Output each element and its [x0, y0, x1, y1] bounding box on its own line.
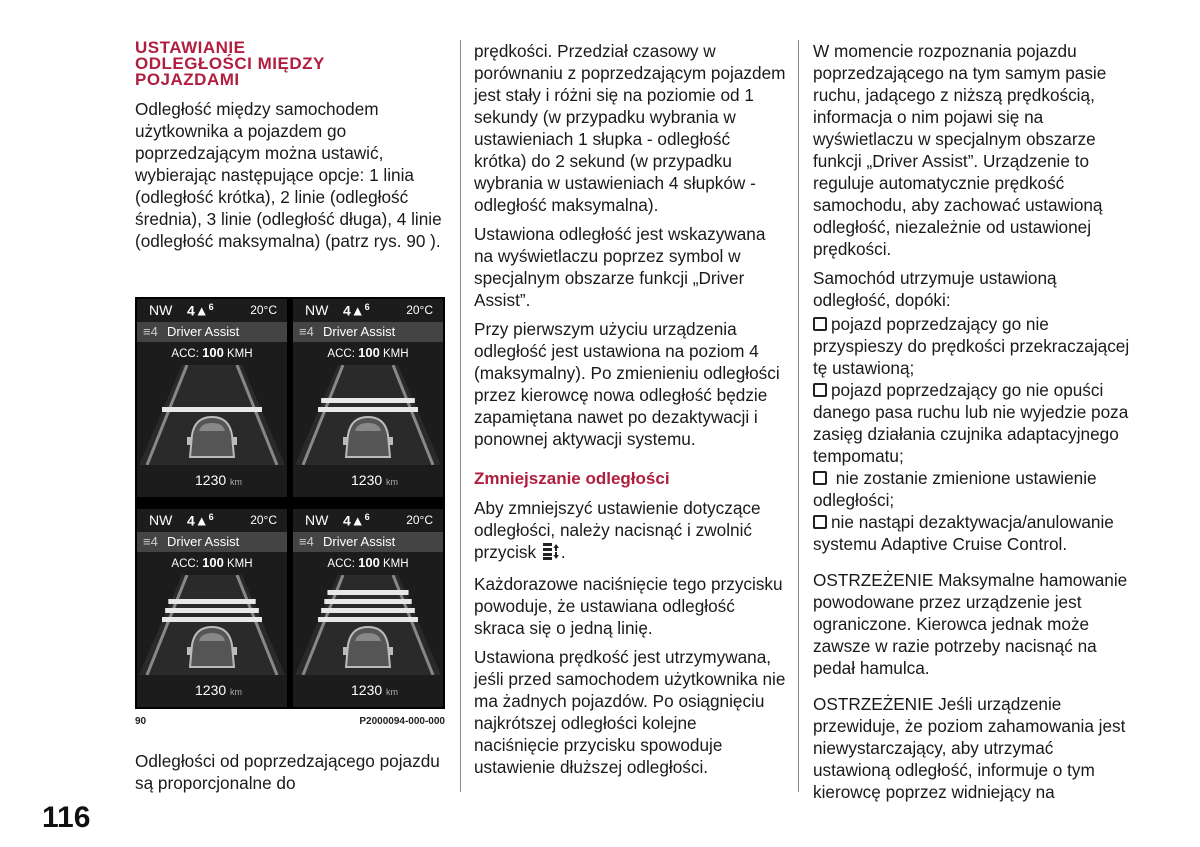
- dashboard-panel-4-bars: [293, 509, 443, 707]
- paragraph: Samochód utrzymuje ustawioną odległość, dopóki:: [813, 268, 1057, 310]
- paragraph: Każdorazowe naciśnięcie tego przycisku powoduje, że ustawiana odległość skraca się o jedną linię.: [474, 574, 783, 638]
- section-heading-line-3: POJAZDAMI: [135, 70, 240, 89]
- column-1: [135, 40, 455, 259]
- status-bar: [293, 299, 443, 321]
- temperature: 20°C: [406, 513, 433, 527]
- odometer-value: 1230: [195, 472, 227, 488]
- subheading: Zmniejszanie odległości: [474, 469, 670, 488]
- distance-bar: [318, 617, 418, 622]
- bullet-text: pojazd poprzedzający go nie przyspieszy do prędkości przekraczającej tę ustawioną;: [813, 314, 1130, 378]
- paragraph: Odległość między samochodem użytkownika a pojazdem go poprzedzającym można ustawić, wybierając następujące opcje: 1 linia (odległość krótka), 2 linie (odległość średnia), 3 linie (odległość długa), 4 linie (odległość maksymalna) (patrz rys. 90 ).: [135, 99, 442, 251]
- signal-value: 4: [187, 302, 195, 319]
- acc-speed-unit: KMH: [227, 348, 253, 360]
- distance-level-value: 4: [306, 324, 314, 339]
- driver-assist-label: Driver Assist: [323, 324, 396, 339]
- dashboard-panel-3-bars: [137, 509, 287, 707]
- acc-speed: [137, 345, 287, 360]
- driver-assist-bar: [137, 532, 287, 552]
- odometer-unit: km: [230, 687, 243, 697]
- compass-heading: NW: [149, 512, 173, 528]
- column-1-continuation: [135, 750, 455, 801]
- status-bar: [137, 509, 287, 531]
- road-graphic: [293, 365, 443, 465]
- figure-caption: [135, 716, 445, 727]
- status-bar: [293, 509, 443, 531]
- bullet-text: pojazd poprzedzający go nie opuści danego pasa ruchu lub nie wyjedzie poza zasięg działania czujnika adaptacyjnego tempomatu;: [813, 380, 1129, 466]
- odometer: [351, 472, 398, 488]
- paragraph-with-button-icon: [474, 497, 786, 566]
- acc-speed: [137, 555, 287, 570]
- odometer: [195, 472, 242, 488]
- column-2: [474, 40, 786, 785]
- distance-level-value: 4: [306, 534, 314, 549]
- distance-level-value: 4: [150, 534, 158, 549]
- signal-value: 4: [187, 512, 195, 529]
- paragraph: W momencie rozpoznania pojazdu poprzedzającego na tym samym pasie ruchu, jadącego z niższą prędkością, informacja o nim pojawi się na wyświetlaczu w specjalnym obszarze funkcji „Driver Assist”. Urządzenie to reguluje automatycznie prędkość samochodu, aby zachować ustawioną odległość, niezależnie od ustawionej prędkości.: [813, 41, 1107, 259]
- signal-indicator: 4▲$^6$: [187, 512, 214, 529]
- bullet-text: nie nastąpi dezaktywacja/anulowanie systemu Adaptive Cruise Control.: [813, 512, 1114, 554]
- driver-assist-bar: [293, 322, 443, 342]
- bullet-item: [813, 379, 1135, 467]
- signal-sup: 6: [208, 302, 214, 312]
- acc-speed-unit: KMH: [383, 558, 409, 570]
- acc-speed-unit: KMH: [383, 348, 409, 360]
- dashboard-panel-2-bars: [293, 299, 443, 497]
- section-heading-line-2: ODLEGŁOŚCI MIĘDZY: [135, 54, 325, 73]
- temperature: 20°C: [250, 513, 277, 527]
- dashboard-panel-1-bar: [137, 299, 287, 497]
- driver-assist-label: Driver Assist: [323, 534, 396, 549]
- bullet-item: [813, 511, 1135, 555]
- distance-level-value: 4: [150, 324, 158, 339]
- acc-speed-value: 100: [358, 555, 380, 570]
- acc-speed-value: 100: [202, 345, 224, 360]
- distance-bar: [321, 608, 415, 613]
- distance-bar: [324, 599, 411, 604]
- temperature: 20°C: [250, 303, 277, 317]
- distance-bars: [162, 599, 262, 622]
- signal-sup: 6: [364, 512, 370, 522]
- distance-bar: [327, 590, 408, 595]
- compass-heading: NW: [305, 512, 329, 528]
- distance-bars: [162, 407, 262, 412]
- signal-sup: 6: [364, 302, 370, 312]
- distance-bar: [168, 599, 255, 604]
- distance-level: ≡4: [299, 324, 314, 339]
- paragraph-text: Aby zmniejszyć ustawienie dotyczące odległości, należy nacisnąć i zwolnić przycisk: [474, 498, 761, 563]
- paragraph: Ustawiona prędkość jest utrzymywana, jeśli przed samochodem użytkownika nie ma żadnych pojazdów. Po osiągnięciu najkrótszej odległości kolejne naciśnięcie przycisku spowoduje ustawienie dłuższej odległości.: [474, 647, 786, 777]
- side-chapter-title: [48, 40, 108, 360]
- checkbox-bullet-icon: [813, 471, 827, 485]
- signal-value: 4: [343, 302, 351, 319]
- acc-speed-unit: KMH: [227, 558, 253, 570]
- signal-indicator: 4▲$^6$: [187, 302, 214, 319]
- odometer: [195, 682, 242, 698]
- figure-number: 90: [135, 716, 147, 727]
- paragraph: Odległości od poprzedzającego pojazdu są proporcjonalne do: [135, 751, 440, 793]
- checkbox-bullet-icon: [813, 515, 827, 529]
- figure-code: P2000094-000-000: [359, 716, 445, 727]
- road-graphic: [137, 365, 287, 465]
- road-graphic: [137, 575, 287, 675]
- odometer: [351, 682, 398, 698]
- acc-speed: [293, 345, 443, 360]
- driver-assist-bar: [137, 322, 287, 342]
- signal-value: 4: [343, 512, 351, 529]
- driver-assist-label: Driver Assist: [167, 324, 240, 339]
- signal-indicator: 4▲$^6$: [343, 302, 370, 319]
- odometer-unit: km: [230, 477, 243, 487]
- acc-label: ACC:: [171, 348, 199, 360]
- acc-speed-value: 100: [358, 345, 380, 360]
- bullet-item: [813, 313, 1135, 379]
- distance-level: ≡4: [143, 324, 158, 339]
- acc-label: ACC:: [327, 558, 355, 570]
- distance-bar: [321, 398, 415, 403]
- paragraph-text-end: .: [560, 542, 566, 563]
- odometer-value: 1230: [195, 682, 227, 698]
- driver-assist-bar: [293, 532, 443, 552]
- compass-heading: NW: [149, 302, 173, 318]
- compass-heading: NW: [305, 302, 329, 318]
- distance-bar: [162, 617, 262, 622]
- odometer-value: 1230: [351, 682, 383, 698]
- column-divider-1: [460, 40, 461, 792]
- acc-label: ACC:: [171, 558, 199, 570]
- bullet-text: nie zostanie zmienione ustawienie odległości;: [813, 468, 1097, 510]
- paragraph: Ustawiona odległość jest wskazywana na wyświetlaczu poprzez symbol w specjalnym obszarze funkcji „Driver Assist”.: [474, 224, 766, 310]
- page-number: 116: [42, 801, 91, 834]
- section-heading-line-1: USTAWIANIE: [135, 38, 246, 57]
- checkbox-bullet-icon: [813, 317, 827, 331]
- temperature: 20°C: [406, 303, 433, 317]
- signal-indicator: 4▲$^6$: [343, 512, 370, 529]
- column-3: [813, 40, 1135, 810]
- checkbox-bullet-icon: [813, 383, 827, 397]
- distance-level: ≡4: [299, 534, 314, 549]
- paragraph: Przy pierwszym użyciu urządzenia odległość jest ustawiona na poziom 4 (maksymalny). Po zmienieniu odległości przez kierowcę nowa odległość będzie zapamiętana nawet po dezaktywacji i ponownej aktywacji systemu.: [474, 319, 780, 449]
- driver-assist-label: Driver Assist: [167, 534, 240, 549]
- status-bar: [137, 299, 287, 321]
- distance-bar: [162, 407, 262, 412]
- odometer-unit: km: [386, 477, 399, 487]
- acc-speed-value: 100: [202, 555, 224, 570]
- road-graphic: [293, 575, 443, 675]
- figure-90: [135, 297, 445, 709]
- warning-paragraph: OSTRZEŻENIE Jeśli urządzenie przewiduje, że poziom zahamowania jest niewystarczający, aby utrzymać ustawioną odległość, informuje o tym kierowcę poprzez widniejący na: [813, 694, 1126, 802]
- bullet-item: [813, 467, 1135, 511]
- distance-button-icon: [541, 541, 561, 566]
- signal-sup: 6: [208, 512, 214, 522]
- odometer-unit: km: [386, 687, 399, 697]
- distance-bar: [318, 407, 418, 412]
- acc-label: ACC:: [327, 348, 355, 360]
- warning-paragraph: OSTRZEŻENIE Maksymalne hamowanie powodowane przez urządzenie jest ograniczone. Kierowca jednak może zawsze w razie potrzeby nacisnąć na pedał hamulca.: [813, 570, 1128, 678]
- distance-level: ≡4: [143, 534, 158, 549]
- odometer-value: 1230: [351, 472, 383, 488]
- distance-bar: [165, 608, 259, 613]
- column-divider-2: [798, 40, 799, 792]
- section-heading: [135, 40, 455, 88]
- acc-speed: [293, 555, 443, 570]
- paragraph: prędkości. Przedział czasowy w porównaniu z poprzedzającym pojazdem jest stały i różni się na poziomie od 1 sekundy (w przypadku wybrania w ustawieniach 1 słupka - odległość krótka) do 2 sekund (w przypadku wybrania w ustawieniach 4 słupków - odległość maksymalna).: [474, 41, 786, 215]
